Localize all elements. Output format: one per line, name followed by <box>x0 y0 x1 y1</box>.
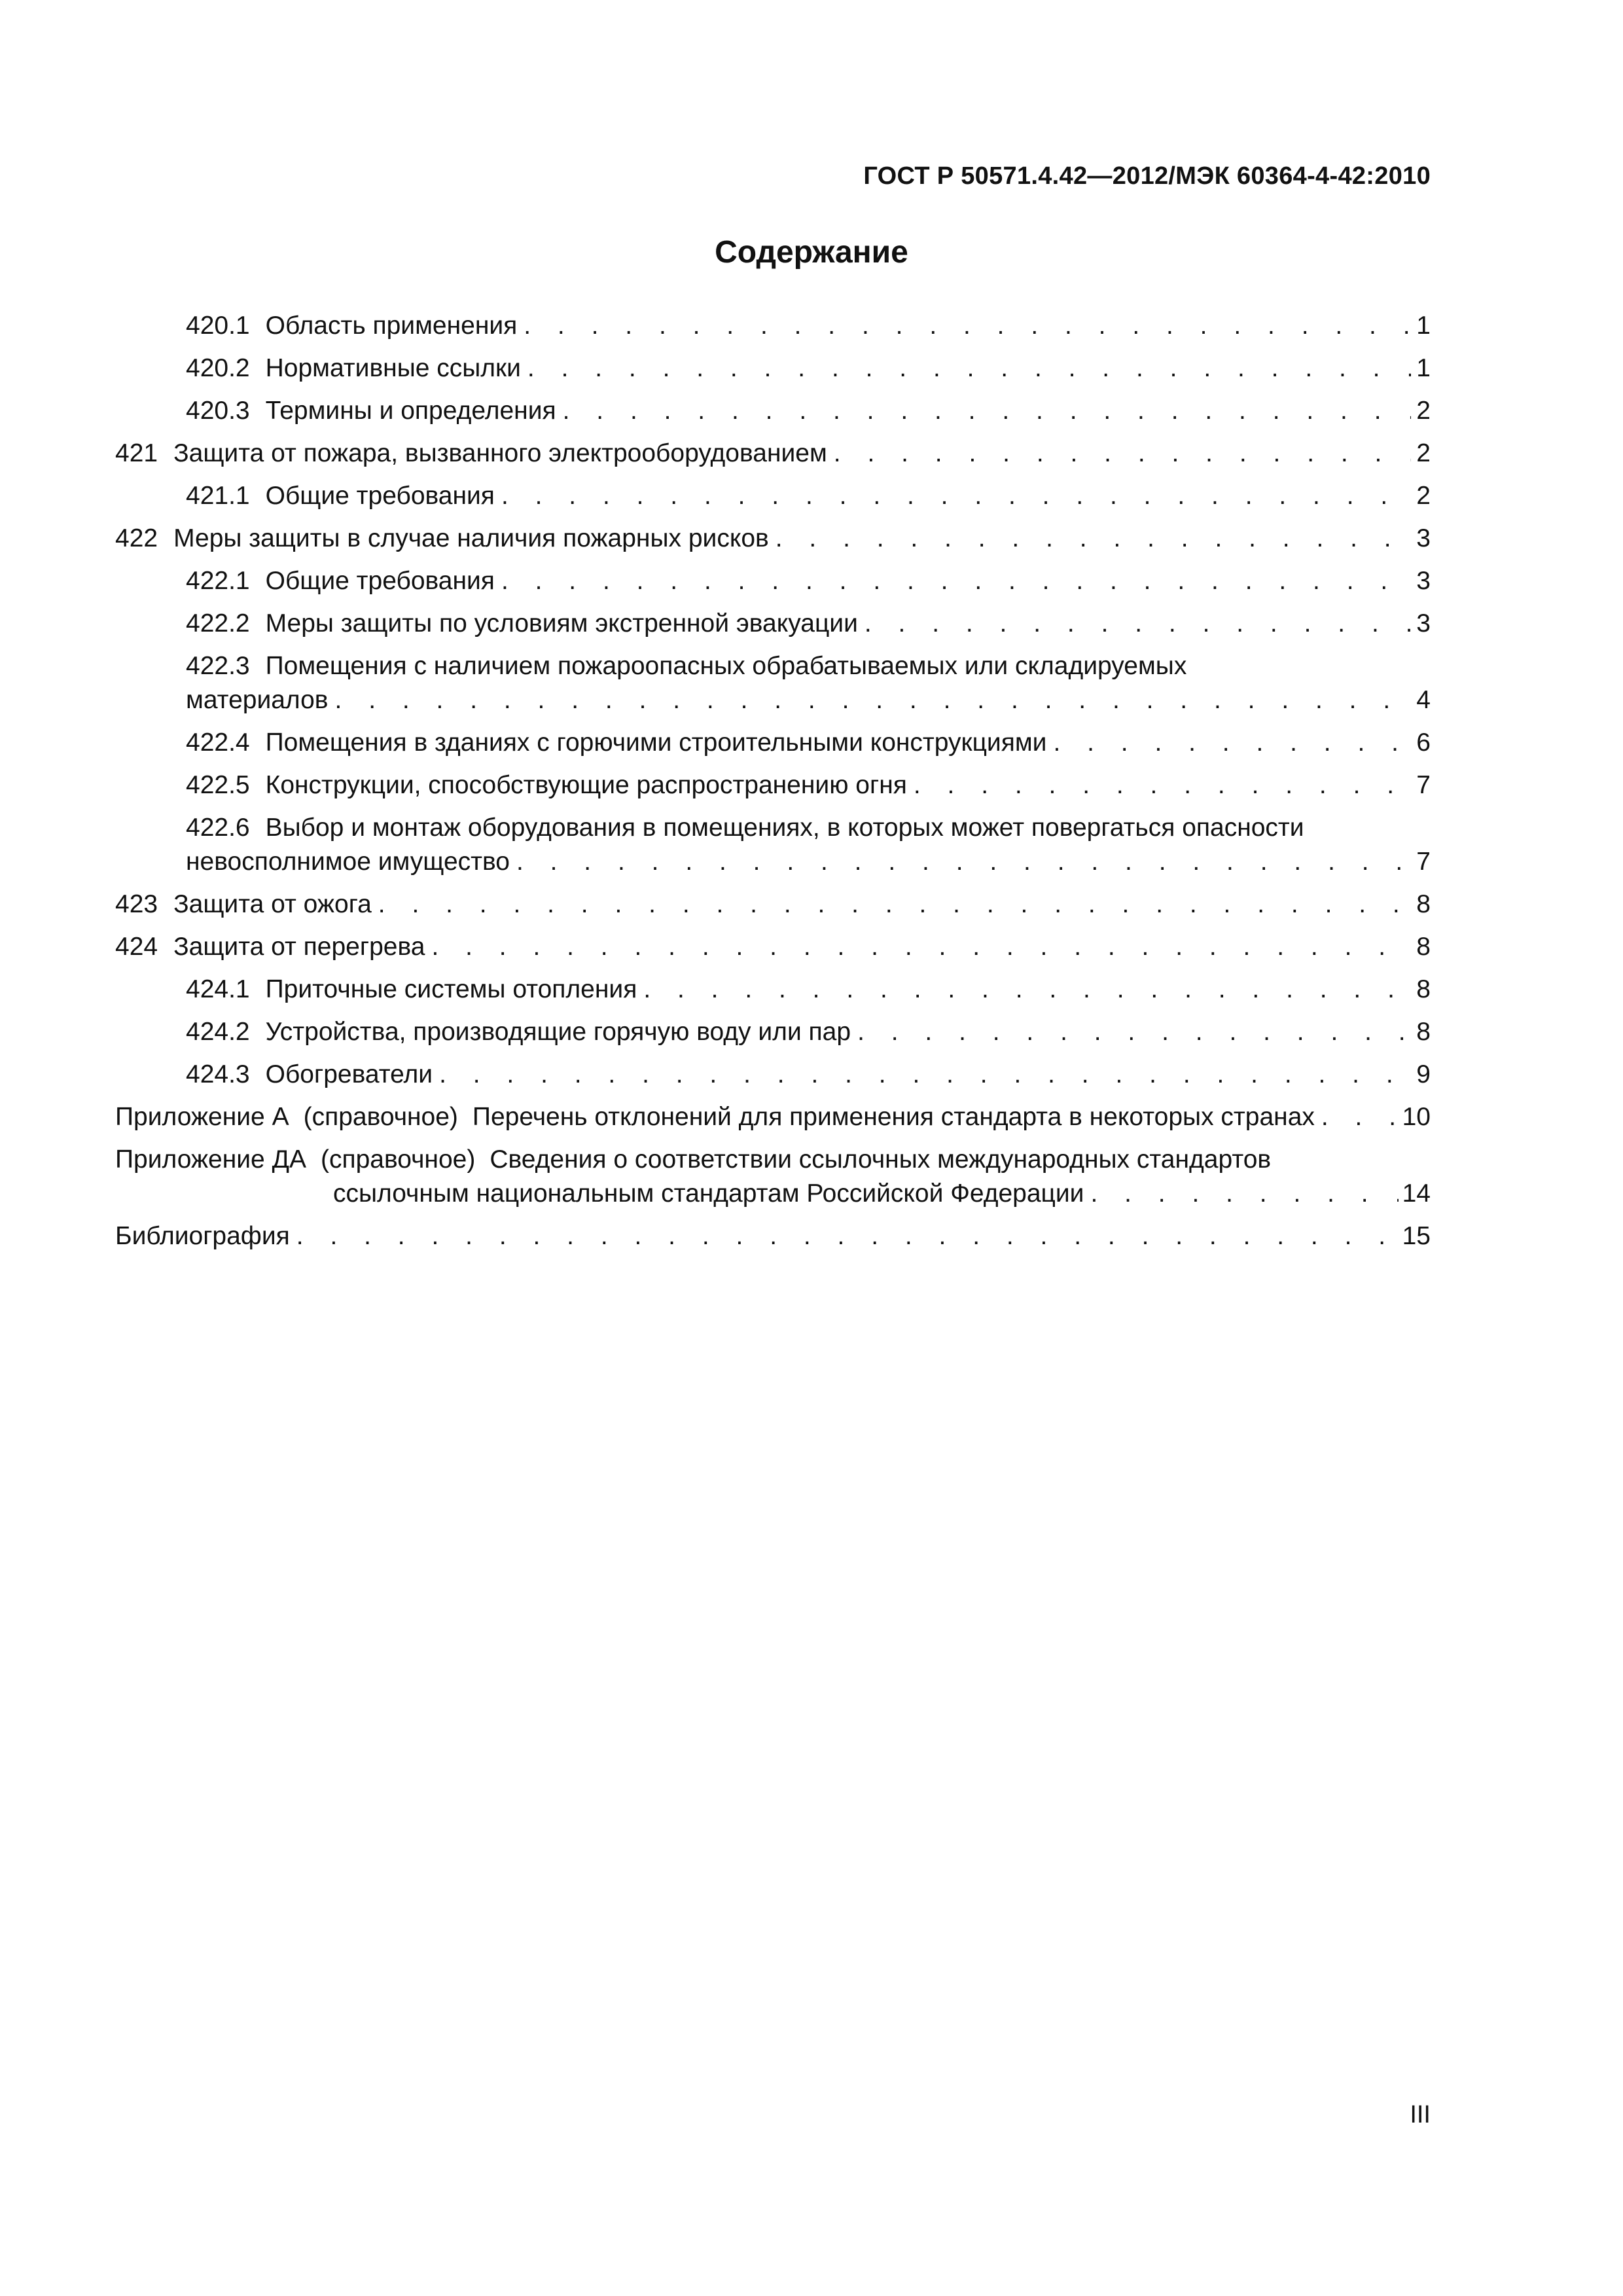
toc-entry-421-1[interactable] <box>115 479 1431 513</box>
toc-entry-annex-a[interactable] <box>115 1100 1431 1134</box>
toc-entry-title: Помещения с наличием пожароопасных обрабатываемых или складируемых <box>265 652 1187 680</box>
toc-entry-title: Общие требования <box>265 482 495 510</box>
toc-entry-number: 424.2 <box>186 1018 250 1046</box>
toc-entry-title-continued: невосполнимое имущество <box>186 848 510 876</box>
toc-entry-title: Нормативные ссылки <box>265 354 521 382</box>
dot-leader <box>335 683 1411 717</box>
dot-leader <box>1053 726 1411 760</box>
toc-entry-bibliography[interactable] <box>115 1219 1431 1253</box>
dot-leader <box>527 351 1411 386</box>
dot-leader <box>643 973 1411 1007</box>
toc-entry-422-3[interactable] <box>115 649 1431 717</box>
toc-entry-page: 8 <box>1416 975 1431 1003</box>
dot-leader <box>516 845 1411 879</box>
toc-entry-page: 8 <box>1416 890 1431 918</box>
toc-entry-title-continued: материалов <box>186 686 329 714</box>
toc-entry-title: Выбор и монтаж оборудования в помещениях, в которых может повергаться опасности <box>265 814 1304 842</box>
toc-entry-page: 6 <box>1416 728 1431 757</box>
toc-entry-title: Помещения в зданиях с горючими строительными конструкциями <box>265 728 1047 757</box>
dot-leader <box>524 309 1411 343</box>
table-of-contents <box>115 309 1431 1262</box>
toc-entry-420-2[interactable] <box>115 351 1431 386</box>
toc-entry-page: 7 <box>1416 848 1431 876</box>
toc-entry-title: Конструкции, способствующие распространению огня <box>265 771 907 799</box>
toc-entry-page: 3 <box>1416 567 1431 595</box>
toc-entry-number: 420.1 <box>186 312 250 340</box>
annex-label: Приложение А <box>115 1103 289 1131</box>
toc-entry-title: Устройства, производящие горячую воду или пар <box>265 1018 851 1046</box>
toc-entry-title: Защита от ожога <box>173 890 372 918</box>
dot-leader <box>776 522 1411 556</box>
toc-entry-number: 422.6 <box>186 814 250 842</box>
toc-entry-423[interactable] <box>115 888 1431 922</box>
document-header: ГОСТ Р 50571.4.42—2012/МЭК 60364-4-42:2010 <box>863 162 1431 190</box>
toc-entry-page: 1 <box>1416 354 1431 382</box>
toc-entry-title: Меры защиты по условиям экстренной эвакуации <box>265 609 858 637</box>
annex-type: (справочное) <box>303 1103 458 1131</box>
toc-entry-number: 422.5 <box>186 771 250 799</box>
toc-entry-title: Приточные системы отопления <box>265 975 637 1003</box>
toc-entry-number: 422.2 <box>186 609 250 637</box>
toc-entry-number: 421 <box>115 439 158 467</box>
toc-entry-number: 422 <box>115 524 158 552</box>
toc-entry-424[interactable] <box>115 930 1431 964</box>
toc-entry-424-2[interactable] <box>115 1015 1431 1049</box>
toc-entry-424-3[interactable] <box>115 1058 1431 1092</box>
dot-leader <box>914 768 1411 802</box>
toc-entry-title: Область применения <box>265 312 518 340</box>
toc-entry-page: 2 <box>1416 397 1431 425</box>
dot-leader <box>834 437 1411 471</box>
toc-entry-422-4[interactable] <box>115 726 1431 760</box>
toc-entry-annex-da[interactable] <box>115 1143 1431 1211</box>
toc-entry-page: 8 <box>1416 933 1431 961</box>
toc-entry-title: Обогреватели <box>265 1060 433 1088</box>
toc-entry-number: 424.3 <box>186 1060 250 1088</box>
annex-type: (справочное) <box>321 1145 476 1174</box>
toc-title: Содержание <box>715 235 908 270</box>
dot-leader <box>431 930 1411 964</box>
toc-entry-page: 15 <box>1402 1222 1431 1250</box>
toc-entry-page: 3 <box>1416 524 1431 552</box>
toc-entry-page: 3 <box>1416 609 1431 637</box>
dot-leader <box>1321 1100 1399 1134</box>
toc-entry-422-2[interactable] <box>115 607 1431 641</box>
dot-leader <box>563 394 1411 428</box>
toc-entry-420-3[interactable] <box>115 394 1431 428</box>
toc-entry-page: 2 <box>1416 482 1431 510</box>
dot-leader <box>501 479 1411 513</box>
dot-leader <box>1090 1177 1398 1211</box>
annex-label: Приложение ДА <box>115 1145 307 1174</box>
annex-title: Сведения о соответствии ссылочных международных стандартов <box>490 1145 1272 1174</box>
toc-entry-number: 420.2 <box>186 354 250 382</box>
toc-entry-number: 424 <box>115 933 158 961</box>
dot-leader <box>865 607 1411 641</box>
toc-entry-422-5[interactable] <box>115 768 1431 802</box>
toc-entry-424-1[interactable] <box>115 973 1431 1007</box>
toc-entry-title: Защита от перегрева <box>173 933 425 961</box>
dot-leader <box>296 1219 1399 1253</box>
bibliography-title: Библиография <box>115 1222 290 1250</box>
toc-entry-page: 9 <box>1416 1060 1431 1088</box>
toc-entry-page: 8 <box>1416 1018 1431 1046</box>
toc-entry-422-1[interactable] <box>115 564 1431 598</box>
toc-entry-422-6[interactable] <box>115 811 1431 879</box>
toc-entry-title: Защита от пожара, вызванного электрооборудованием <box>173 439 827 467</box>
annex-title: Перечень отклонений для применения стандарта в некоторых странах <box>472 1103 1315 1131</box>
toc-entry-page: 2 <box>1416 439 1431 467</box>
toc-entry-421[interactable] <box>115 437 1431 471</box>
toc-entry-number: 420.3 <box>186 397 250 425</box>
toc-entry-number: 422.1 <box>186 567 250 595</box>
toc-entry-title: Общие требования <box>265 567 495 595</box>
toc-entry-number: 422.4 <box>186 728 250 757</box>
toc-entry-page: 7 <box>1416 771 1431 799</box>
dot-leader <box>378 888 1411 922</box>
annex-title-continued: ссылочным национальным стандартам Российской Федерации <box>333 1179 1084 1208</box>
page-number: III <box>1410 2101 1431 2128</box>
dot-leader <box>857 1015 1411 1049</box>
toc-entry-page: 4 <box>1416 686 1431 714</box>
toc-entry-420-1[interactable] <box>115 309 1431 343</box>
toc-entry-number: 422.3 <box>186 652 250 680</box>
toc-entry-title: Меры защиты в случае наличия пожарных рисков <box>173 524 769 552</box>
toc-entry-page: 1 <box>1416 312 1431 340</box>
toc-entry-number: 424.1 <box>186 975 250 1003</box>
toc-entry-422[interactable] <box>115 522 1431 556</box>
dot-leader <box>501 564 1411 598</box>
toc-entry-number: 423 <box>115 890 158 918</box>
dot-leader <box>439 1058 1411 1092</box>
toc-entry-title: Термины и определения <box>265 397 556 425</box>
toc-entry-number: 421.1 <box>186 482 250 510</box>
toc-entry-page: 14 <box>1402 1179 1431 1208</box>
toc-entry-page: 10 <box>1402 1103 1431 1131</box>
